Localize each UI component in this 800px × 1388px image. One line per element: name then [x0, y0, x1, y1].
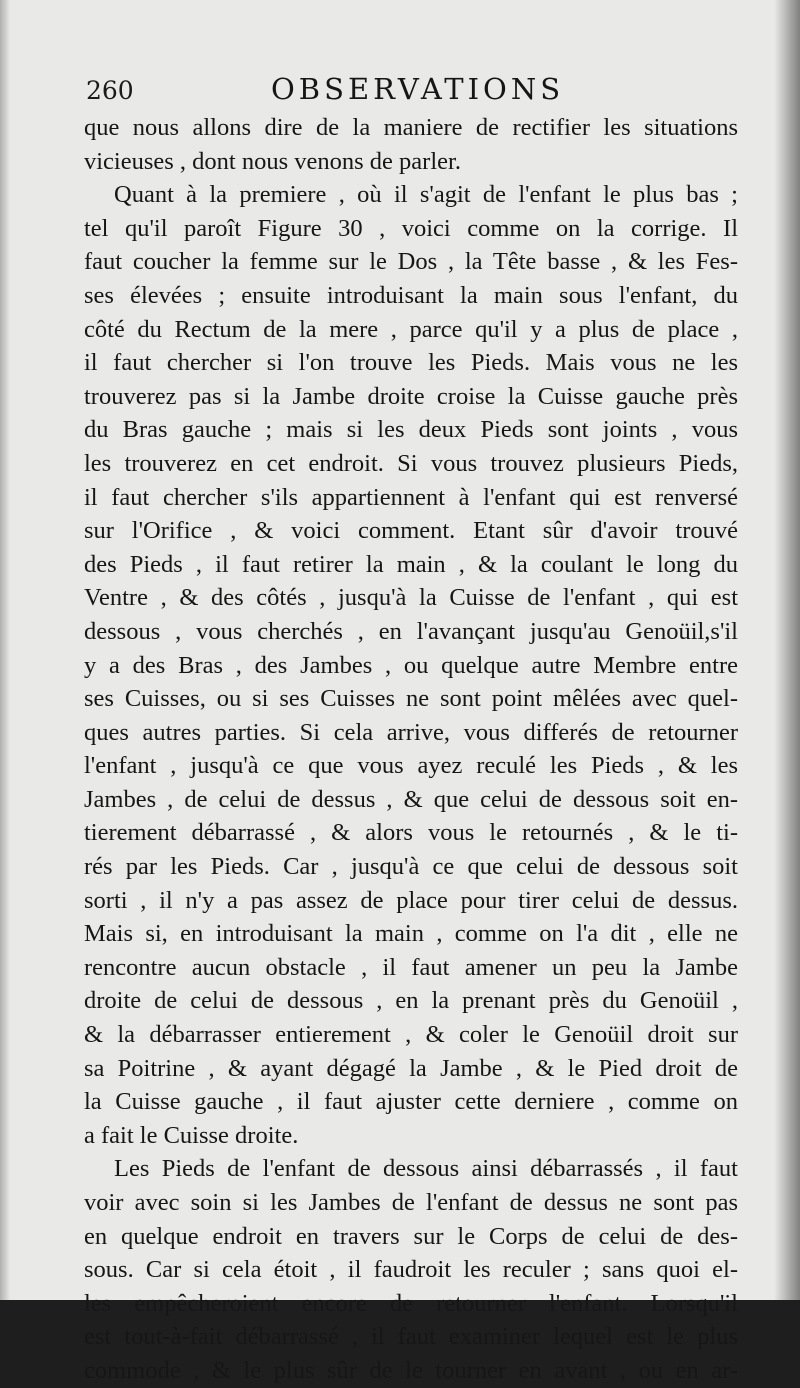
text-line: Ventre , & des côtés , jusqu'à la Cuisse de l'enfant , qui est	[84, 584, 738, 612]
text-line: les trouverez en cet endroit. Si vous trouvez plusieurs Pieds,	[84, 449, 738, 477]
text-line: faut coucher la femme sur le Dos , la Tête basse , & les Fes-	[84, 248, 738, 276]
text-line: Quant à la premiere , où il s'agit de l'enfant le plus bas ;	[114, 181, 738, 209]
page-number: 260	[86, 76, 134, 105]
text-line: il faut chercher s'ils appartiennent à l'enfant qui est renversé	[84, 483, 738, 511]
text-line: vicieuses , dont nous venons de parler.	[84, 147, 461, 175]
text-line: que nous allons dire de la maniere de rectifier les situations	[84, 114, 738, 141]
page-gutter-shadow	[774, 0, 800, 1300]
body-text	[84, 111, 738, 1388]
text-line: ses Cuisses, ou si ses Cuisses ne sont point mêlées avec quel-	[84, 685, 738, 713]
text-line: en quelque endroit en travers sur le Corps de celui de des-	[84, 1222, 738, 1250]
running-head-title: OBSERVATIONS	[271, 72, 565, 106]
text-line: ques autres parties. Si cela arrive, vous differés de retourner	[84, 718, 738, 746]
text-line: sous. Car si cela étoit , il faudroit les reculer ; sans quoi el-	[84, 1256, 738, 1284]
text-line: la Cuisse gauche , il faut ajuster cette derniere , comme on	[84, 1088, 738, 1116]
text-line: tierement débarrassé , & alors vous le retournés , & le ti-	[84, 819, 738, 847]
text-line: côté du Rectum de la mere , parce qu'il y a plus de place ,	[84, 315, 738, 343]
page-edge-shadow	[0, 0, 10, 1300]
text-line: droite de celui de dessous , en la prenant près du Genoüil ,	[84, 987, 738, 1015]
text-line: Mais si, en introduisant la main , comme on l'a dit , elle ne	[84, 920, 738, 948]
text-line: commode , & le plus sûr de le tourner en avant , ou en ar-	[84, 1356, 738, 1384]
text-line: il faut chercher si l'on trouve les Pieds. Mais vous ne les	[84, 349, 738, 377]
text-line: y a des Bras , des Jambes , ou quelque autre Membre entre	[84, 651, 738, 679]
text-line: l'enfant , jusqu'à ce que vous ayez reculé les Pieds , & les	[84, 752, 738, 780]
text-line: tel qu'il paroît Figure 30 , voici comme on la corrige. Il	[84, 214, 738, 242]
text-line: rencontre aucun obstacle , il faut amener un peu la Jambe	[84, 953, 738, 981]
text-line: voir avec soin si les Jambes de l'enfant de dessus ne sont pas	[84, 1189, 738, 1216]
text-line: sa Poitrine , & ayant dégagé la Jambe , & le Pied droit de	[84, 1054, 738, 1082]
text-line: rés par les Pieds. Car , jusqu'à ce que celui de dessous soit	[84, 853, 738, 881]
text-line: dessous , vous cherchés , en l'avançant jusqu'au Genoüil,s'il	[84, 617, 738, 645]
text-line: trouverez pas si la Jambe droite croise la Cuisse gauche près	[84, 382, 738, 410]
text-line: a fait le Cuisse droite.	[84, 1121, 299, 1149]
text-line: du Bras gauche ; mais si les deux Pieds sont joints , vous	[84, 416, 738, 444]
running-head	[86, 72, 746, 112]
text-line: Jambes , de celui de dessus , & que celui de dessous soit en-	[84, 785, 738, 813]
text-line: les empêcheroient encore de retourner l'enfant. Lorsqu'il	[84, 1289, 738, 1317]
text-line: Les Pieds de l'enfant de dessous ainsi débarrassés , il faut	[114, 1155, 738, 1183]
text-line: des Pieds , il faut retirer la main , & la coulant le long du	[84, 550, 738, 578]
text-line: sur l'Orifice , & voici comment. Etant sûr d'avoir trouvé	[84, 517, 738, 545]
text-line: sorti , il n'y a pas assez de place pour tirer celui de dessus.	[84, 886, 738, 914]
text-line: est tout-à-fait débarrassé , il faut examiner lequel est le plus	[84, 1323, 738, 1351]
text-line: & la débarrasser entierement , & coler le Genoüil droit sur	[84, 1021, 738, 1049]
text-line: ses élevées ; ensuite introduisant la main sous l'enfant, du	[84, 281, 738, 309]
